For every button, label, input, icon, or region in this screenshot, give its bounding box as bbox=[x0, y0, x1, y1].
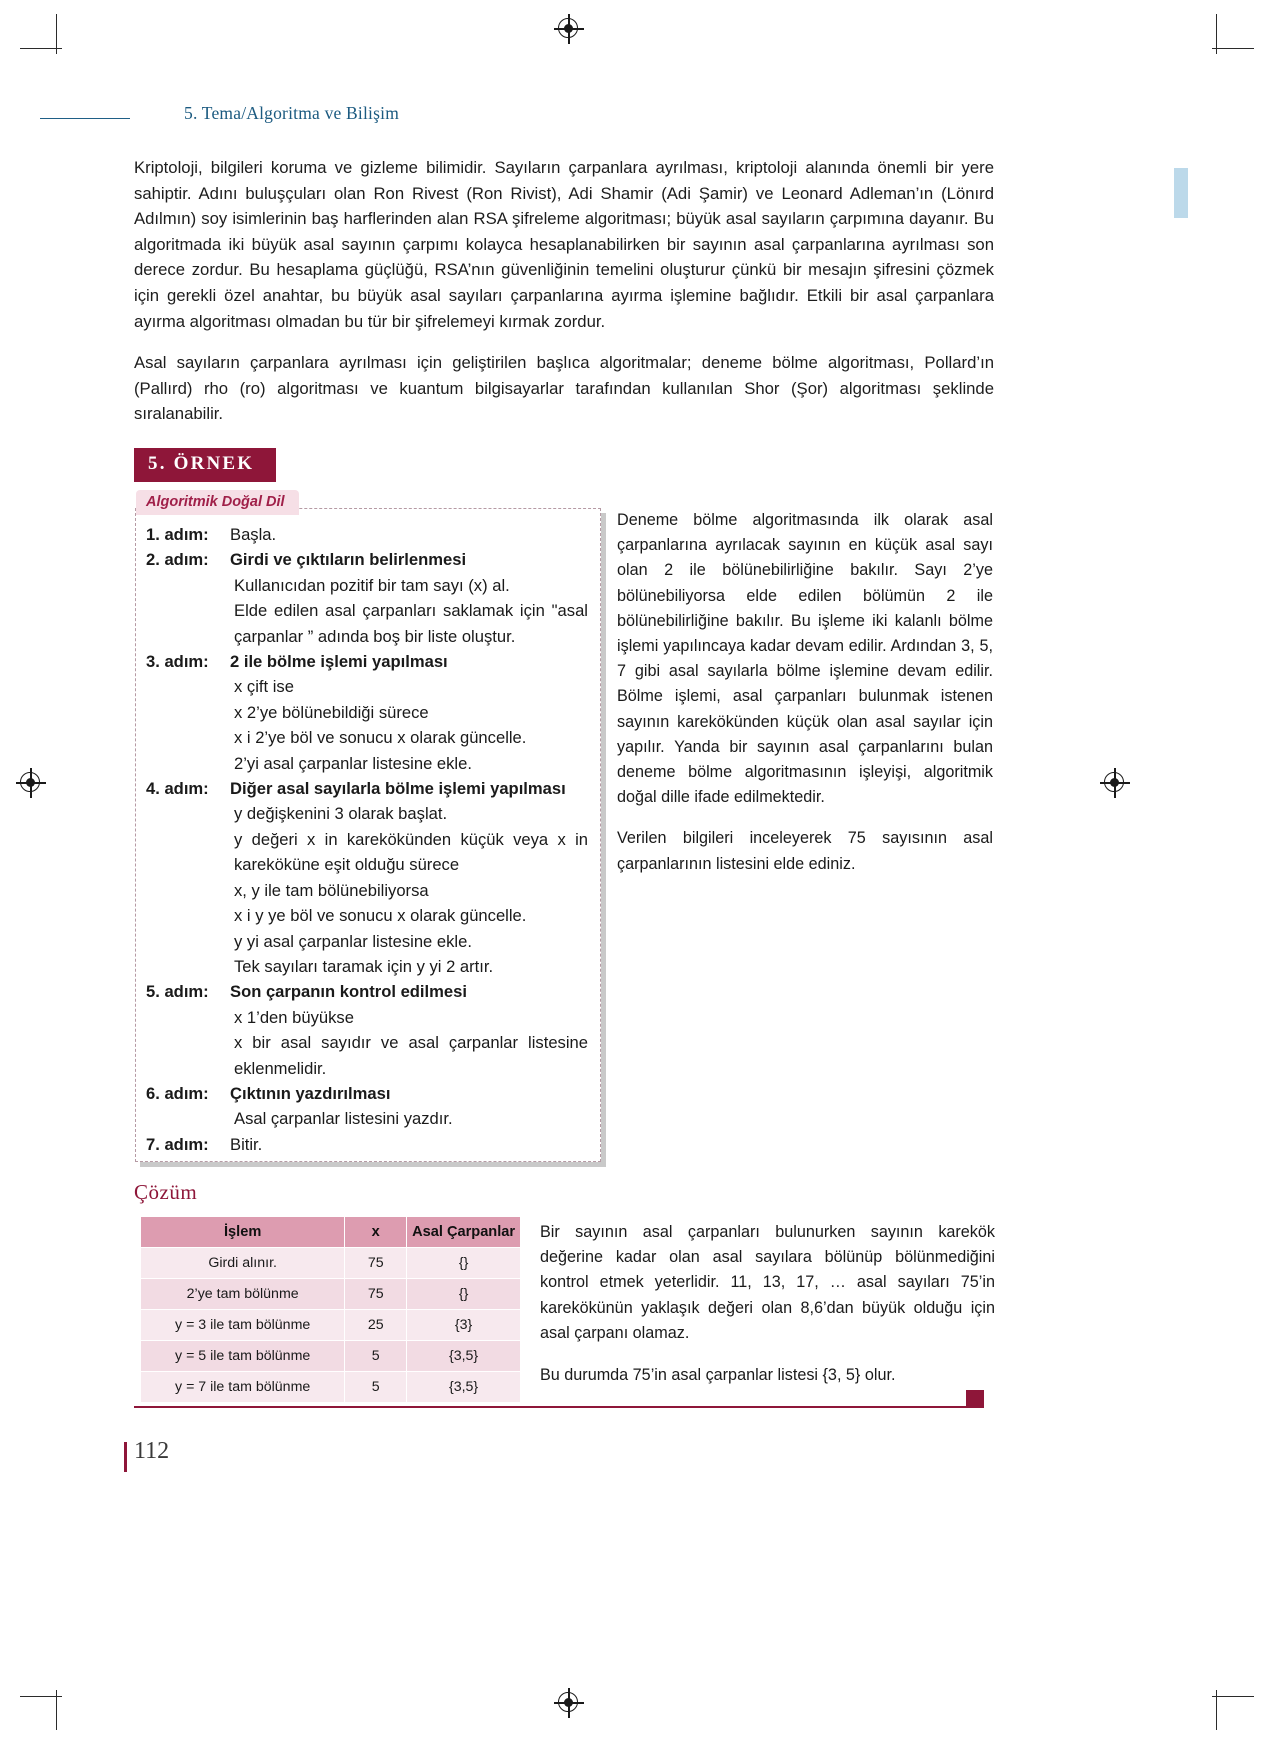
algorithm-step-title: Diğer asal sayılarla bölme işlemi yapılması bbox=[230, 779, 566, 799]
table-cell: Girdi alınır. bbox=[141, 1248, 345, 1279]
table-cell: 75 bbox=[345, 1248, 407, 1279]
algorithm-step-title: Son çarpanın kontrol edilmesi bbox=[230, 982, 467, 1002]
intro-paragraph-2: Asal sayıların çarpanlara ayrılması için geliştirilen başlıca algoritmalar; deneme bölme algoritması, Pollard’ın (Pallırd) rho (ro) algoritması ve kuantum bilgisayarlar tarafından kullanılan Shor (Şor) algoritması şeklinde sıralanabilir. bbox=[134, 353, 994, 424]
table-cell: 75 bbox=[345, 1279, 407, 1310]
algorithm-step bbox=[146, 1132, 588, 1157]
algorithm-step-line: x i y ye böl ve sonucu x olarak güncelle. bbox=[234, 906, 527, 926]
algorithm-box bbox=[135, 508, 601, 1162]
registration-mark-bottom bbox=[554, 1688, 584, 1718]
table-cell: 5 bbox=[345, 1341, 407, 1372]
table-cell: 2’ye tam bölünme bbox=[141, 1279, 345, 1310]
algorithm-step-title: 2 ile bölme işlemi yapılması bbox=[230, 652, 448, 672]
algorithm-step bbox=[146, 649, 588, 674]
algorithm-step-line: x i 2’ye böl ve sonucu x olarak güncelle. bbox=[234, 728, 527, 748]
algorithm-step-list bbox=[136, 509, 600, 1167]
algorithm-step-title: Girdi ve çıktıların belirlenmesi bbox=[230, 550, 467, 570]
algorithm-step-label: 6. adım: bbox=[146, 1083, 209, 1103]
algorithm-step-line: x, y ile tam bölünebiliyorsa bbox=[234, 880, 429, 900]
page-number bbox=[134, 1438, 169, 1465]
algorithm-step-label: 5. adım: bbox=[146, 982, 209, 1002]
aside-paragraph-2: Verilen bilgileri inceleyerek 75 sayısının asal çarpanlarının listesini elde ediniz. bbox=[617, 829, 993, 873]
algorithm-step-line: y değeri x in karekökünden küçük veya x in kareköküne eşit olduğu sürece bbox=[234, 829, 588, 875]
table-column-header: İşlem bbox=[141, 1217, 345, 1248]
registration-mark-left bbox=[16, 768, 46, 798]
registration-mark-right bbox=[1100, 768, 1130, 798]
algorithm-step bbox=[146, 776, 588, 801]
algorithm-step-label: 1. adım: bbox=[146, 525, 209, 544]
crop-mark-tl-h bbox=[20, 48, 62, 49]
table-cell: 25 bbox=[345, 1310, 407, 1341]
algorithm-step-line: x çift ise bbox=[234, 677, 294, 697]
registration-mark-top bbox=[554, 14, 584, 44]
table-row bbox=[141, 1372, 521, 1403]
table-body bbox=[141, 1248, 521, 1403]
aside-paragraph-1: Deneme bölme algoritmasında ilk olarak asal çarpanlarına ayrılacak sayının en küçük asal sayı olan 2 ile bölünebilirliğine bakılır. Sayı 2’ye bölünebiliyorsa elde edilen bölümün 2 ile bölünebilirliğine bakılır. Bu işleme iki kalanlı bölme işlemi yapılıncaya kadar devam edilir. Ardından 3, 5, 7 gibi asal sayılarla bölme işlemine devam edilir. Bölme işlemi, asal çarpanları bulunmak istenen sayının karekökünden küçük olan asal sayılar için yapılır. Yanda bir sayının asal çarpanlarını bulan deneme bölme algoritmasının işleyişi, algoritmik doğal dille ifade edilmektedir. bbox=[617, 511, 993, 807]
algorithm-step-line: y yi asal çarpanlar listesine ekle. bbox=[234, 931, 472, 951]
algorithm-step-label: 2. adım: bbox=[146, 550, 209, 570]
algorithm-step-title: Çıktının yazdırılması bbox=[230, 1083, 391, 1103]
table-cell: {3,5} bbox=[407, 1372, 521, 1403]
algorithm-step-label: 7. adım: bbox=[146, 1134, 209, 1154]
solution-heading: Çözüm bbox=[134, 1180, 198, 1204]
algorithm-step-line: x 1’den büyükse bbox=[234, 1007, 354, 1027]
table-row bbox=[141, 1248, 521, 1279]
algorithm-step-label: 3. adım: bbox=[146, 652, 209, 672]
algorithm-step-line: Asal çarpanlar listesini yazdır. bbox=[234, 1109, 453, 1129]
algorithm-step bbox=[146, 979, 588, 1004]
algorithm-step-line: Elde edilen asal çarpanları saklamak için "asal çarpanlar ” adında boş bir liste oluştur. bbox=[234, 601, 588, 646]
algorithm-step-line: x 2’ye bölünebildiği sürece bbox=[234, 702, 429, 722]
table-row bbox=[141, 1310, 521, 1341]
solution-table bbox=[140, 1216, 521, 1403]
crop-mark-bl-h bbox=[20, 1696, 62, 1697]
section-tab-marker bbox=[1174, 168, 1188, 218]
table-cell: y = 7 ile tam bölünme bbox=[141, 1372, 345, 1403]
breadcrumb-rule bbox=[40, 118, 130, 119]
table-column-header: x bbox=[345, 1217, 407, 1248]
algorithm-step-title: Bitir. bbox=[230, 1134, 263, 1154]
table-cell: {} bbox=[407, 1279, 521, 1310]
algorithm-step-line: y değişkenini 3 olarak başlat. bbox=[234, 804, 448, 824]
algorithm-step-line: 2’yi asal çarpanlar listesine ekle. bbox=[234, 753, 472, 773]
table-header-row bbox=[141, 1217, 521, 1248]
algorithm-step-label: 4. adım: bbox=[146, 779, 209, 799]
breadcrumb bbox=[40, 105, 740, 131]
algorithm-step-line: Kullanıcıdan pozitif bir tam sayı (x) al. bbox=[234, 575, 510, 595]
algorithm-step bbox=[146, 1081, 588, 1106]
table-cell: y = 3 ile tam bölünme bbox=[141, 1310, 345, 1341]
table-cell: {} bbox=[407, 1248, 521, 1279]
algorithm-step-line: Tek sayıları taramak için y yi 2 artır. bbox=[234, 956, 494, 976]
algorithm-step-title: Başla. bbox=[230, 525, 277, 544]
solution-note-1: Bir sayının asal çarpanları bulunurken sayının karekök değerine kadar olan asal sayılara bölünüp bölünmediğini kontrol etmek yeterlidir. 11, 13, 17, … asal sayıları 75’in karekökünün yaklaşık değeri olan 8,6’dan büyük olduğu için asal çarpanı olamaz. bbox=[540, 1223, 995, 1342]
crop-mark-tr-h bbox=[1212, 48, 1254, 49]
algorithmic-language-tag: Algoritmik Doğal Dil bbox=[136, 490, 299, 515]
footer-rule bbox=[134, 1406, 979, 1408]
crop-mark-br-h bbox=[1212, 1696, 1254, 1697]
algorithm-step-line: x bir asal sayıdır ve asal çarpanlar listesine eklenmelidir. bbox=[234, 1033, 588, 1078]
table-cell: y = 5 ile tam bölünme bbox=[141, 1341, 345, 1372]
solution-notes-block bbox=[540, 1220, 995, 1405]
page-number-bar bbox=[124, 1442, 127, 1472]
table-cell: {3} bbox=[407, 1310, 521, 1341]
intro-text-block bbox=[134, 155, 994, 443]
table-row bbox=[141, 1341, 521, 1372]
table-column-header: Asal Çarpanlar bbox=[407, 1217, 521, 1248]
solution-note-2: Bu durumda 75’in asal çarpanlar listesi {3, 5} olur. bbox=[540, 1366, 896, 1385]
table-row bbox=[141, 1279, 521, 1310]
algorithm-step bbox=[146, 547, 588, 572]
intro-paragraph-1: Kriptoloji, bilgileri koruma ve gizleme bilimidir. Sayıların çarpanlara ayrılması, kriptoloji alanında önemli bir yere sahiptir. Adını buluşçuları olan Ron Rivest (Ron Rivist), Adi Shamir (Adi Şamir) ve Leonard Adleman’ın (Lönırd Adılmın) soy isimlerinin baş harflerinden alan RSA şifreleme algoritması; büyük asal sayıların çarpımına dayanır. Bu algoritmada iki büyük asal sayının çarpımı kolayca hesaplanabilirken bir sayının asal çarpanlarına ayrılması son derece zordur. Bu hesaplama güçlüğü, RSA’nın güvenliğinin temelini oluşturur çünkü bir mesajın şifresini çözmek için gerekli özel anahtar, bu büyük asal sayıları çarpanlarına ayırma işlemine bağlıdır. Etkili bir asal çarpanlara ayırma algoritması olmadan bu tür bir şifrelemeyi kırmak zordur. bbox=[134, 158, 994, 331]
example-badge: 5. ÖRNEK bbox=[134, 448, 276, 482]
table-cell: {3,5} bbox=[407, 1341, 521, 1372]
breadcrumb-label: 5. Tema/Algoritma ve Bilişim bbox=[184, 103, 400, 123]
algorithm-step bbox=[146, 522, 588, 547]
page-number-label: 112 bbox=[134, 1438, 170, 1464]
footer-square bbox=[966, 1390, 984, 1408]
table-cell: 5 bbox=[345, 1372, 407, 1403]
aside-text-block bbox=[617, 508, 993, 893]
